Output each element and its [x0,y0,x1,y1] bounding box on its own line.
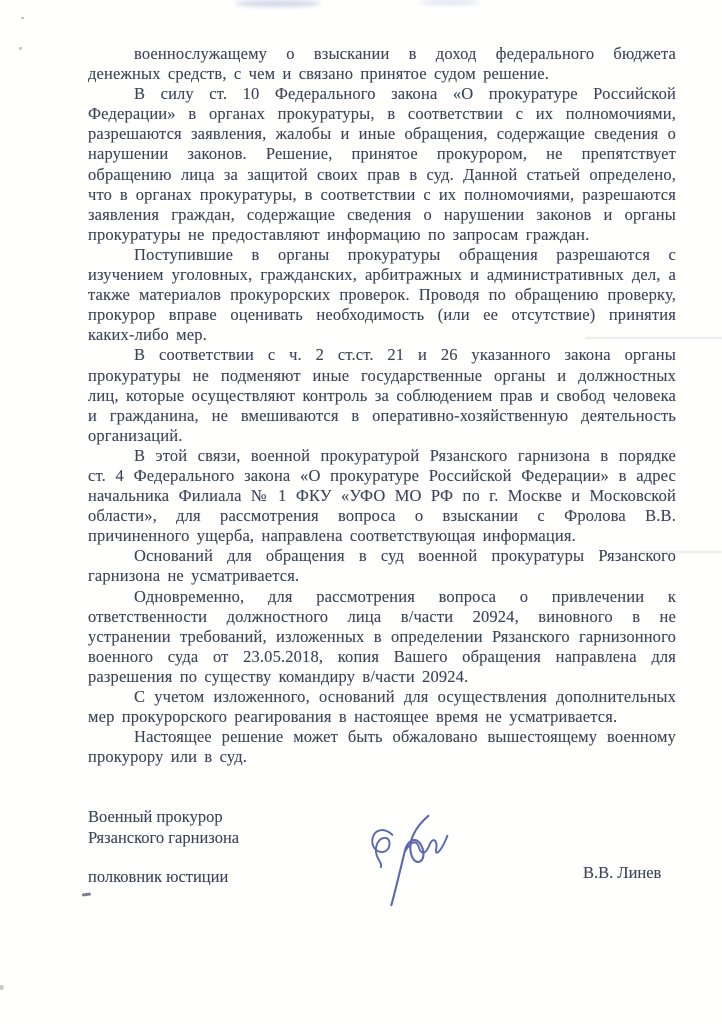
letter-paragraph: В этой связи, военной прокуратурой Рязанского гарнизона в порядке ст. 4 Федерального закона «О прокуратуре Российской Федерации» в адрес начальника Филиала № 1 ФКУ «УФО МО РФ по г. Москве и Московской области», для рассмотрения вопроса о взыскании с Фролова В.В. причиненного ущерба, направлена соответствующая информация. [88,445,676,546]
letter-body [88,44,676,767]
signature-stroke [391,816,428,905]
signatory-position-line: Рязанского гарнизона [88,828,240,847]
scan-speck [19,47,22,50]
signature-icon [360,810,455,910]
letter-paragraph: С учетом изложенного, оснований для осуществления дополнительных мер прокурорского реагирования в настоящее время не усматривается. [88,687,676,727]
signatory-rank: полковник юстиции [88,867,229,886]
scan-speck [0,985,4,990]
letter-paragraph: Настоящее решение может быть обжаловано вышестоящему военному прокурору или в суд. [88,727,676,767]
letter-paragraph: В соответствии с ч. 2 ст.ст. 21 и 26 указанного закона органы прокуратуры не подменяют иные государственные органы и должностных лиц, которые осуществляют контроль за соблюдением прав и свобод человека и гражданина, не вмешиваются в оперативно-хозяйственную деятельность организаций. [88,345,676,445]
letter-paragraph: военнослужащему о взыскании в доход федерального бюджета денежных средств, с чем и связано принятое судом решение. [88,44,676,84]
scan-smudge [420,0,480,5]
signature-stroke [372,830,392,867]
signatory-name: В.В. Линев [583,863,662,882]
letter-paragraph: Одновременно, для рассмотрения вопроса о привлечении к ответственности должностного лица в/части 20924, виновного в не устранении требований, изложенных в определении Рязанского гарнизонного военного суда от 23.05.2018, копия Вашего обращения направлена для разрешения по существу командиру в/части 20924. [88,586,676,686]
scan-smudge [235,0,321,7]
letter-paragraph: Оснований для обращения в суд военной прокуратуры Рязанского гарнизона не усматривается. [88,546,676,586]
scan-speck [21,17,24,19]
signature-block [88,806,676,936]
letter-paragraph: Поступившие в органы прокуратуры обращения разрешаются с изучением уголовных, гражданских, арбитражных и административных дел, а также материалов прокурорских проверок. Проводя по обращению проверку, прокурор вправе оценивать необходимость (или ее отсутствие) принятия каких-либо мер. [88,244,676,345]
signatory-position-line: Военный прокурор [88,807,223,826]
letter-paragraph: В силу ст. 10 Федерального закона «О прокуратуре Российской Федерации» в органах прокуратуры, в соответствии с их полномочиями, разрешаются заявления, жалобы и иные обращения, содержащие сведения о нарушении законов. Решение, принятое прокурором, не препятствует обращению лица за защитой своих прав в суд. Данной статьей определено, что в органах прокуратуры, в соответствии с их полномочиями, разрешаются заявления граждан, содержащие сведения о нарушении законов и органы прокуратуры не предоставляют информацию по запросам граждан. [88,84,676,244]
